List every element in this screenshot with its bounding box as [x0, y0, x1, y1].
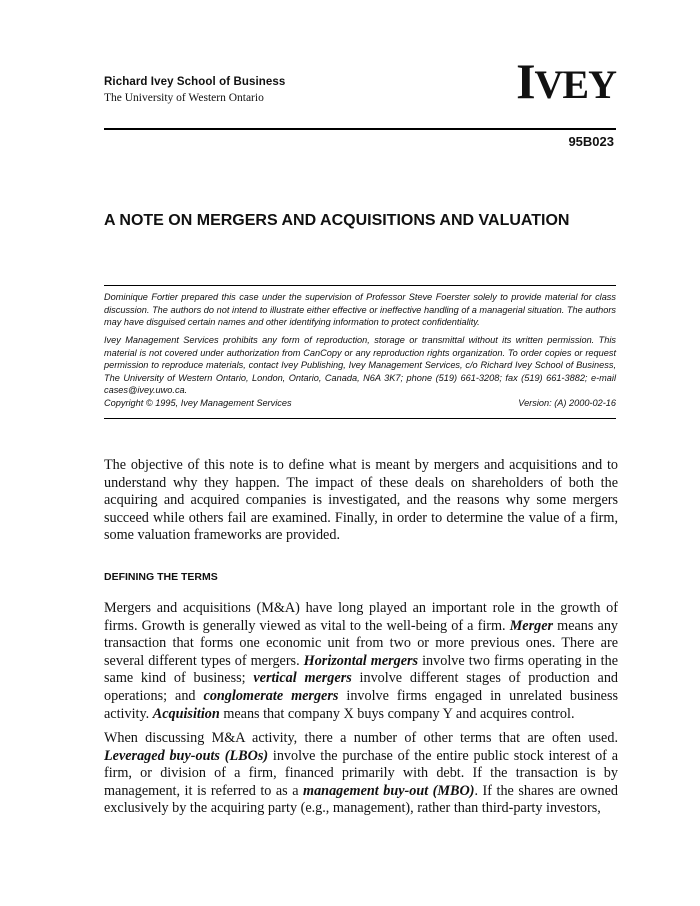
- authorship-note: Dominique Fortier prepared this case under the supervision of Professor Steve Foerster solely to provide material for class discussion. The authors do not intend to illustrate either effective or ineffective handling of a managerial situation. The authors may have disguised certain names and other identifying information to protect confidentiality.: [104, 292, 616, 327]
- note-bottom-divider: [104, 418, 616, 419]
- text-run: involve firms engaged in unrelated business activity.: [104, 687, 618, 722]
- text-run: involve the purchase of the entire public stock interest of a firm, or division of a firm, financed primarily with debt. If the transaction is by management, it is referred to as a: [104, 747, 618, 799]
- text-run: involve two firms operating in the same kind of business;: [104, 652, 618, 687]
- term-horizontal-mergers: Horizontal mergers: [303, 652, 419, 669]
- term-vertical-mergers: vertical mergers: [253, 670, 352, 687]
- text-run: . If the shares are owned exclusively by the acquiring party (e.g., management), rather than third-party investors,: [104, 782, 618, 817]
- document-title: A NOTE ON MERGERS AND ACQUISITIONS AND VALUATION: [104, 212, 570, 229]
- definitions-paragraph: [104, 600, 618, 723]
- header-divider: [104, 128, 616, 130]
- term-acquisition: Acquisition: [152, 705, 220, 722]
- intro-paragraph: The objective of this note is to define what is meant by mergers and acquisitions and to understand why they happen. The impact of these deals on shareholders of both the acquiring and acquired companies is investigated, and the reasons why some mergers succeed while others fail are examined. Finally, in order to determine the value of a firm, some valuation frameworks are provided.: [104, 457, 618, 544]
- ivey-logo: [516, 53, 616, 109]
- rights-note: Ivey Management Services prohibits any form of reproduction, storage or transmittal without its written permission. This material is not covered under authorization from CanCopy or any reproduction rights organization. To order copies or request permission to reproduce materials, contact Ivey Publishing, Ivey Management Services, c/o Richard Ivey School of Business, The University of Western Ontario, London, Ontario, Canada, N6A 3K7; phone (519) 661-3208; fax (519) 661-3882; e-mail cases@ivey.uwo.ca.: [104, 335, 616, 395]
- school-name: Richard Ivey School of Business: [104, 76, 286, 88]
- note-top-divider: [104, 285, 616, 286]
- text-run: Mergers and acquisitions (M&A) have long played an important role in the growth of firms. Growth is generally viewed as vital to the well-being of a firm.: [104, 600, 618, 634]
- text-run: means any transaction that forms one economic unit from two or more previous ones. There are several different types of mergers.: [104, 617, 619, 669]
- ma-terms-paragraph: [104, 730, 618, 818]
- term-lbo: Leveraged buy-outs (LBOs): [104, 747, 269, 764]
- case-number: 95B023: [568, 134, 614, 149]
- term-conglomerate-mergers: conglomerate mergers: [203, 687, 339, 704]
- section-heading: DEFINING THE TERMS: [104, 571, 218, 583]
- copyright-text: Copyright © 1995, Ivey Management Services: [104, 398, 292, 408]
- text-run: involve different stages of production and operations; and: [104, 670, 619, 704]
- term-mbo: management buy-out (MBO): [303, 782, 475, 799]
- text-run: When discussing M&A activity, there a number of other terms that are often used.: [104, 730, 618, 746]
- university-name: The University of Western Ontario: [104, 92, 264, 104]
- logo-rest-letters: VEY: [534, 62, 616, 107]
- term-merger: Merger: [509, 617, 554, 634]
- text-run: means that company X buys company Y and acquires control.: [219, 705, 575, 722]
- logo-first-letter: I: [516, 53, 535, 109]
- version-text: Version: (A) 2000-02-16: [518, 398, 616, 408]
